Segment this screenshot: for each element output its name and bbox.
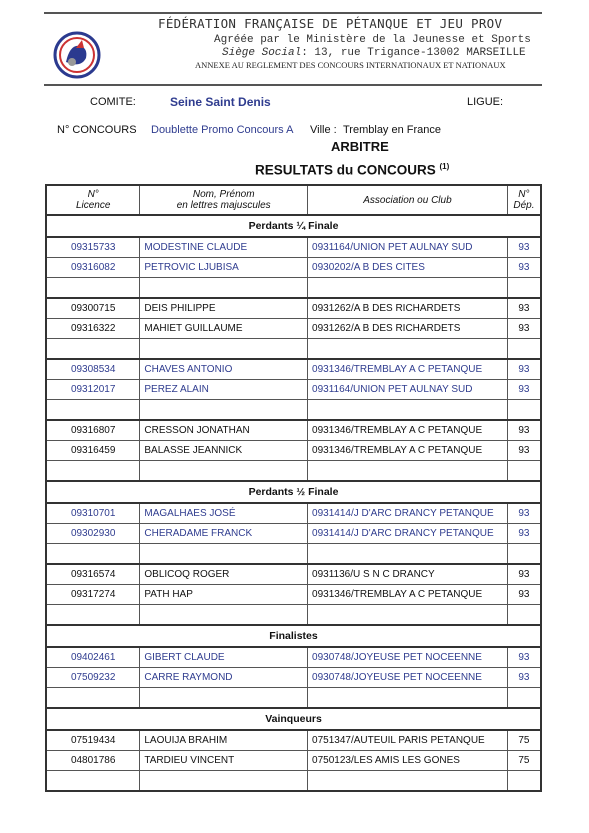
section-title: Vainqueurs <box>46 708 541 730</box>
col-dep-header <box>507 185 541 215</box>
nom-cell: GIBERT CLAUDE <box>140 647 308 668</box>
club-cell: 0931164/UNION PET AULNAY SUD <box>308 237 508 258</box>
federation-approval: Agréée par le Ministère de la Jeunesse et Sports <box>214 34 531 46</box>
ffpjp-logo <box>46 30 108 80</box>
table-row <box>46 319 541 339</box>
ligue-label: LIGUE: <box>467 96 504 108</box>
table-header-row <box>46 185 541 215</box>
licence-cell: 09402461 <box>46 647 140 668</box>
table-row <box>46 441 541 461</box>
club-cell: 0931136/U S N C DRANCY <box>308 564 508 585</box>
table-row <box>46 258 541 278</box>
concours-value: Doublette Promo Concours A <box>151 124 294 136</box>
col-dep-l1: N° <box>518 189 530 200</box>
col-dep-l2: Dép. <box>513 200 535 211</box>
licence-cell: 09316459 <box>46 441 140 461</box>
dep-cell: 93 <box>507 258 541 278</box>
comite-label: COMITE: <box>90 96 136 108</box>
table-row <box>46 668 541 688</box>
club-cell: 0751347/AUTEUIL PARIS PETANQUE <box>308 730 508 751</box>
empty-row <box>46 461 541 482</box>
club-cell: 0930202/A B DES CITES <box>308 258 508 278</box>
nom-cell: CHERADAME FRANCK <box>140 524 308 544</box>
club-cell: 0931414/J D'ARC DRANCY PETANQUE <box>308 503 508 524</box>
comite-value: Seine Saint Denis <box>170 95 271 109</box>
club-cell: 0931346/TREMBLAY A C PETANQUE <box>308 359 508 380</box>
club-cell: 0931346/TREMBLAY A C PETANQUE <box>308 441 508 461</box>
col-nom-l1: Nom, Prénom <box>192 189 255 200</box>
licence-cell: 07519434 <box>46 730 140 751</box>
licence-cell: 09316574 <box>46 564 140 585</box>
arbitre-heading: ARBITRE <box>331 139 389 154</box>
licence-cell: 09300715 <box>46 298 140 319</box>
table-row <box>46 380 541 400</box>
nom-cell: CARRE RAYMOND <box>140 668 308 688</box>
club-cell: 0931414/J D'ARC DRANCY PETANQUE <box>308 524 508 544</box>
section-header <box>46 708 541 730</box>
dep-cell: 93 <box>507 647 541 668</box>
nom-cell: PETROVIC LJUBISA <box>140 258 308 278</box>
club-cell: 0931346/TREMBLAY A C PETANQUE <box>308 585 508 605</box>
club-cell: 0931346/TREMBLAY A C PETANQUE <box>308 420 508 441</box>
licence-cell: 09316807 <box>46 420 140 441</box>
table-row <box>46 359 541 380</box>
empty-row <box>46 544 541 565</box>
federation-address <box>222 47 526 59</box>
nom-cell: TARDIEU VINCENT <box>140 751 308 771</box>
section-title: Perdants ¼ Finale <box>46 215 541 237</box>
federation-annex: ANNEXE AU REGLEMENT DES CONCOURS INTERNATIONAUX ET NATIONAUX <box>195 60 506 70</box>
licence-cell: 09302930 <box>46 524 140 544</box>
nom-cell: PEREZ ALAIN <box>140 380 308 400</box>
concours-label: N° CONCOURS <box>57 124 137 136</box>
nom-cell: CRESSON JONATHAN <box>140 420 308 441</box>
federation-title: FÉDÉRATION FRANÇAISE DE PÉTANQUE ET JEU PROV <box>158 16 503 31</box>
empty-row <box>46 688 541 709</box>
col-licence-l1: N° <box>87 189 99 200</box>
dep-cell: 93 <box>507 524 541 544</box>
dep-cell: 93 <box>507 564 541 585</box>
club-cell: 0750123/LES AMIS LES GONES <box>308 751 508 771</box>
table-row <box>46 751 541 771</box>
dep-cell: 93 <box>507 298 541 319</box>
licence-cell: 09312017 <box>46 380 140 400</box>
resultats-note: (1) <box>439 162 450 171</box>
section-title: Finalistes <box>46 625 541 647</box>
resultats-title: RESULTATS du CONCOURS <box>255 162 436 178</box>
col-licence-header <box>46 185 140 215</box>
col-licence-l2: Licence <box>75 200 111 211</box>
ville-value: Tremblay en France <box>343 124 442 136</box>
licence-cell: 09315733 <box>46 237 140 258</box>
dep-cell: 93 <box>507 503 541 524</box>
dep-cell: 93 <box>507 359 541 380</box>
address-label: Siège Social <box>222 47 302 59</box>
club-cell: 0930748/JOYEUSE PET NOCEENNE <box>308 647 508 668</box>
dep-cell: 93 <box>507 319 541 339</box>
licence-cell: 09308534 <box>46 359 140 380</box>
licence-cell: 04801786 <box>46 751 140 771</box>
dep-cell: 93 <box>507 441 541 461</box>
empty-row <box>46 400 541 421</box>
table-row <box>46 503 541 524</box>
table-row <box>46 730 541 751</box>
nom-cell: DEIS PHILIPPE <box>140 298 308 319</box>
club-cell: 0931164/UNION PET AULNAY SUD <box>308 380 508 400</box>
empty-row <box>46 771 541 792</box>
licence-cell: 09310701 <box>46 503 140 524</box>
table-row <box>46 564 541 585</box>
empty-row <box>46 278 541 299</box>
licence-cell: 09316322 <box>46 319 140 339</box>
table-row <box>46 237 541 258</box>
col-club-header: Association ou Club <box>308 185 508 215</box>
nom-cell: MAGALHAES JOSÉ <box>140 503 308 524</box>
address-value: : 13, rue Trigance-13002 MARSEILLE <box>301 47 526 59</box>
section-title: Perdants ½ Finale <box>46 481 541 503</box>
nom-cell: LAOUIJA BRAHIM <box>140 730 308 751</box>
results-table <box>45 184 542 792</box>
dep-cell: 93 <box>507 380 541 400</box>
col-nom-header <box>140 185 308 215</box>
club-cell: 0930748/JOYEUSE PET NOCEENNE <box>308 668 508 688</box>
resultats-heading <box>255 162 449 178</box>
dep-cell: 93 <box>507 585 541 605</box>
dep-cell: 93 <box>507 668 541 688</box>
dep-cell: 93 <box>507 420 541 441</box>
table-row <box>46 585 541 605</box>
table-row <box>46 298 541 319</box>
dep-cell: 75 <box>507 730 541 751</box>
empty-row <box>46 605 541 626</box>
section-header <box>46 625 541 647</box>
nom-cell: OBLICOQ ROGER <box>140 564 308 585</box>
col-nom-l2: en lettres majuscules <box>176 200 271 211</box>
dep-cell: 93 <box>507 237 541 258</box>
table-row <box>46 524 541 544</box>
licence-cell: 09317274 <box>46 585 140 605</box>
empty-row <box>46 339 541 360</box>
club-cell: 0931262/A B DES RICHARDETS <box>308 298 508 319</box>
licence-cell: 09316082 <box>46 258 140 278</box>
nom-cell: PATH HAP <box>140 585 308 605</box>
table-row <box>46 647 541 668</box>
nom-cell: CHAVES ANTONIO <box>140 359 308 380</box>
dep-cell: 75 <box>507 751 541 771</box>
section-header <box>46 481 541 503</box>
club-cell: 0931262/A B DES RICHARDETS <box>308 319 508 339</box>
table-row <box>46 420 541 441</box>
nom-cell: MODESTINE CLAUDE <box>140 237 308 258</box>
ville-label: Ville : <box>310 124 337 136</box>
section-header <box>46 215 541 237</box>
licence-cell: 07509232 <box>46 668 140 688</box>
nom-cell: BALASSE JEANNICK <box>140 441 308 461</box>
nom-cell: MAHIET GUILLAUME <box>140 319 308 339</box>
